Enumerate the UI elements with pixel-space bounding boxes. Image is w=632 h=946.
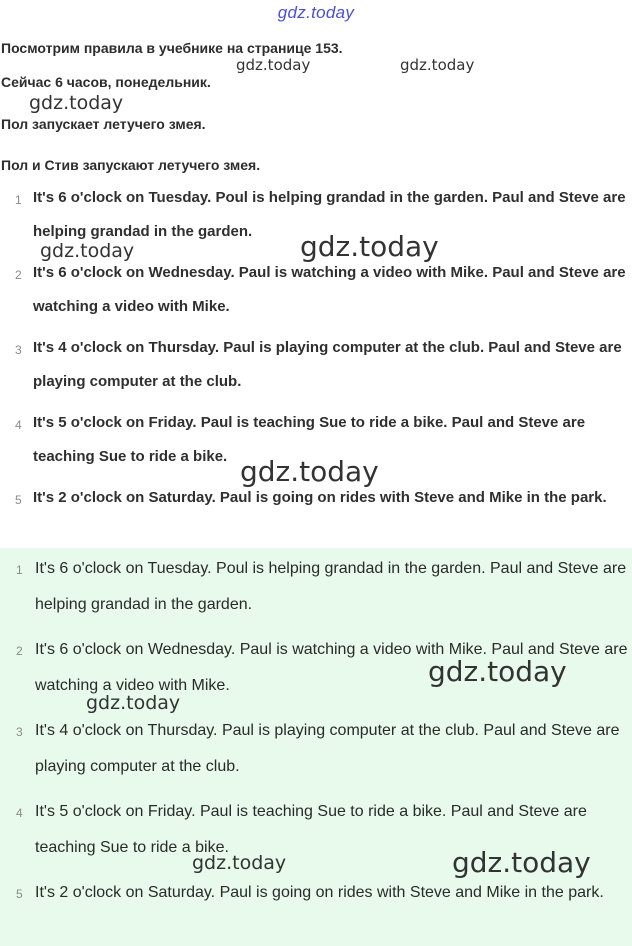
- watermark: gdz.today: [400, 56, 475, 74]
- item-text: It's 2 o'clock on Saturday. Paul is going on rides with Steve and Mike in the park.: [35, 884, 604, 901]
- item-text: It's 6 o'clock on Wednesday. Paul is watching a video with Mike. Paul and Steve are watching a video with Mike.: [35, 641, 628, 694]
- watermark: gdz.today: [240, 455, 379, 488]
- intro-line-1: Посмотрим правила в учебнике на странице 153.: [1, 40, 343, 56]
- item-text: It's 2 o'clock on Saturday. Paul is going on rides with Steve and Mike in the park.: [33, 489, 607, 506]
- item-number: 3: [15, 343, 22, 357]
- watermark: gdz.today: [300, 230, 439, 263]
- item-text: It's 5 o'clock on Friday. Paul is teaching Sue to ride a bike. Paul and Steve are teaching Sue to ride a bike.: [33, 414, 586, 465]
- watermark: gdz.today: [452, 846, 591, 879]
- item-text: It's 6 o'clock on Tuesday. Poul is helping grandad in the garden. Paul and Steve are helping grandad in the garden.: [33, 189, 626, 240]
- item-number: 5: [15, 493, 22, 507]
- item-number: 2: [15, 268, 22, 282]
- list-item: [0, 551, 632, 623]
- list-item: [0, 713, 632, 785]
- list-item: [0, 875, 632, 911]
- list-item: [0, 331, 632, 398]
- item-number: 2: [16, 644, 23, 658]
- watermark: gdz.today: [236, 56, 311, 74]
- watermark: gdz.today: [86, 692, 181, 714]
- item-number: 4: [15, 418, 22, 432]
- intro-line-3: Пол запускает летучего змея.: [1, 116, 206, 132]
- item-number: 1: [16, 563, 23, 577]
- list-item: [0, 256, 632, 323]
- item-number: 3: [16, 725, 23, 739]
- item-text: It's 4 o'clock on Thursday. Paul is playing computer at the club. Paul and Steve are playing computer at the club.: [35, 722, 620, 775]
- item-text: It's 6 o'clock on Wednesday. Paul is watching a video with Mike. Paul and Steve are watching a video with Mike.: [33, 264, 626, 315]
- item-text: It's 5 o'clock on Friday. Paul is teaching Sue to ride a bike. Paul and Steve are teaching Sue to ride a bike.: [35, 803, 587, 856]
- watermark: gdz.today: [40, 240, 135, 262]
- item-text: It's 6 o'clock on Tuesday. Poul is helping grandad in the garden. Paul and Steve are helping grandad in the garden.: [35, 560, 627, 613]
- watermark: gdz.today: [428, 655, 567, 688]
- site-logo[interactable]: gdz.today: [277, 3, 355, 22]
- watermark: gdz.today: [192, 852, 287, 874]
- watermark: gdz.today: [29, 92, 124, 114]
- item-number: 4: [16, 806, 23, 820]
- intro-line-2: Сейчас 6 часов, понедельник.: [1, 74, 211, 90]
- intro-line-4: Пол и Стив запускают летучего змея.: [1, 157, 261, 173]
- item-number: 1: [15, 193, 22, 207]
- item-number: 5: [16, 887, 23, 901]
- item-text: It's 4 o'clock on Thursday. Paul is playing computer at the club. Paul and Steve are playing computer at the club.: [33, 339, 622, 390]
